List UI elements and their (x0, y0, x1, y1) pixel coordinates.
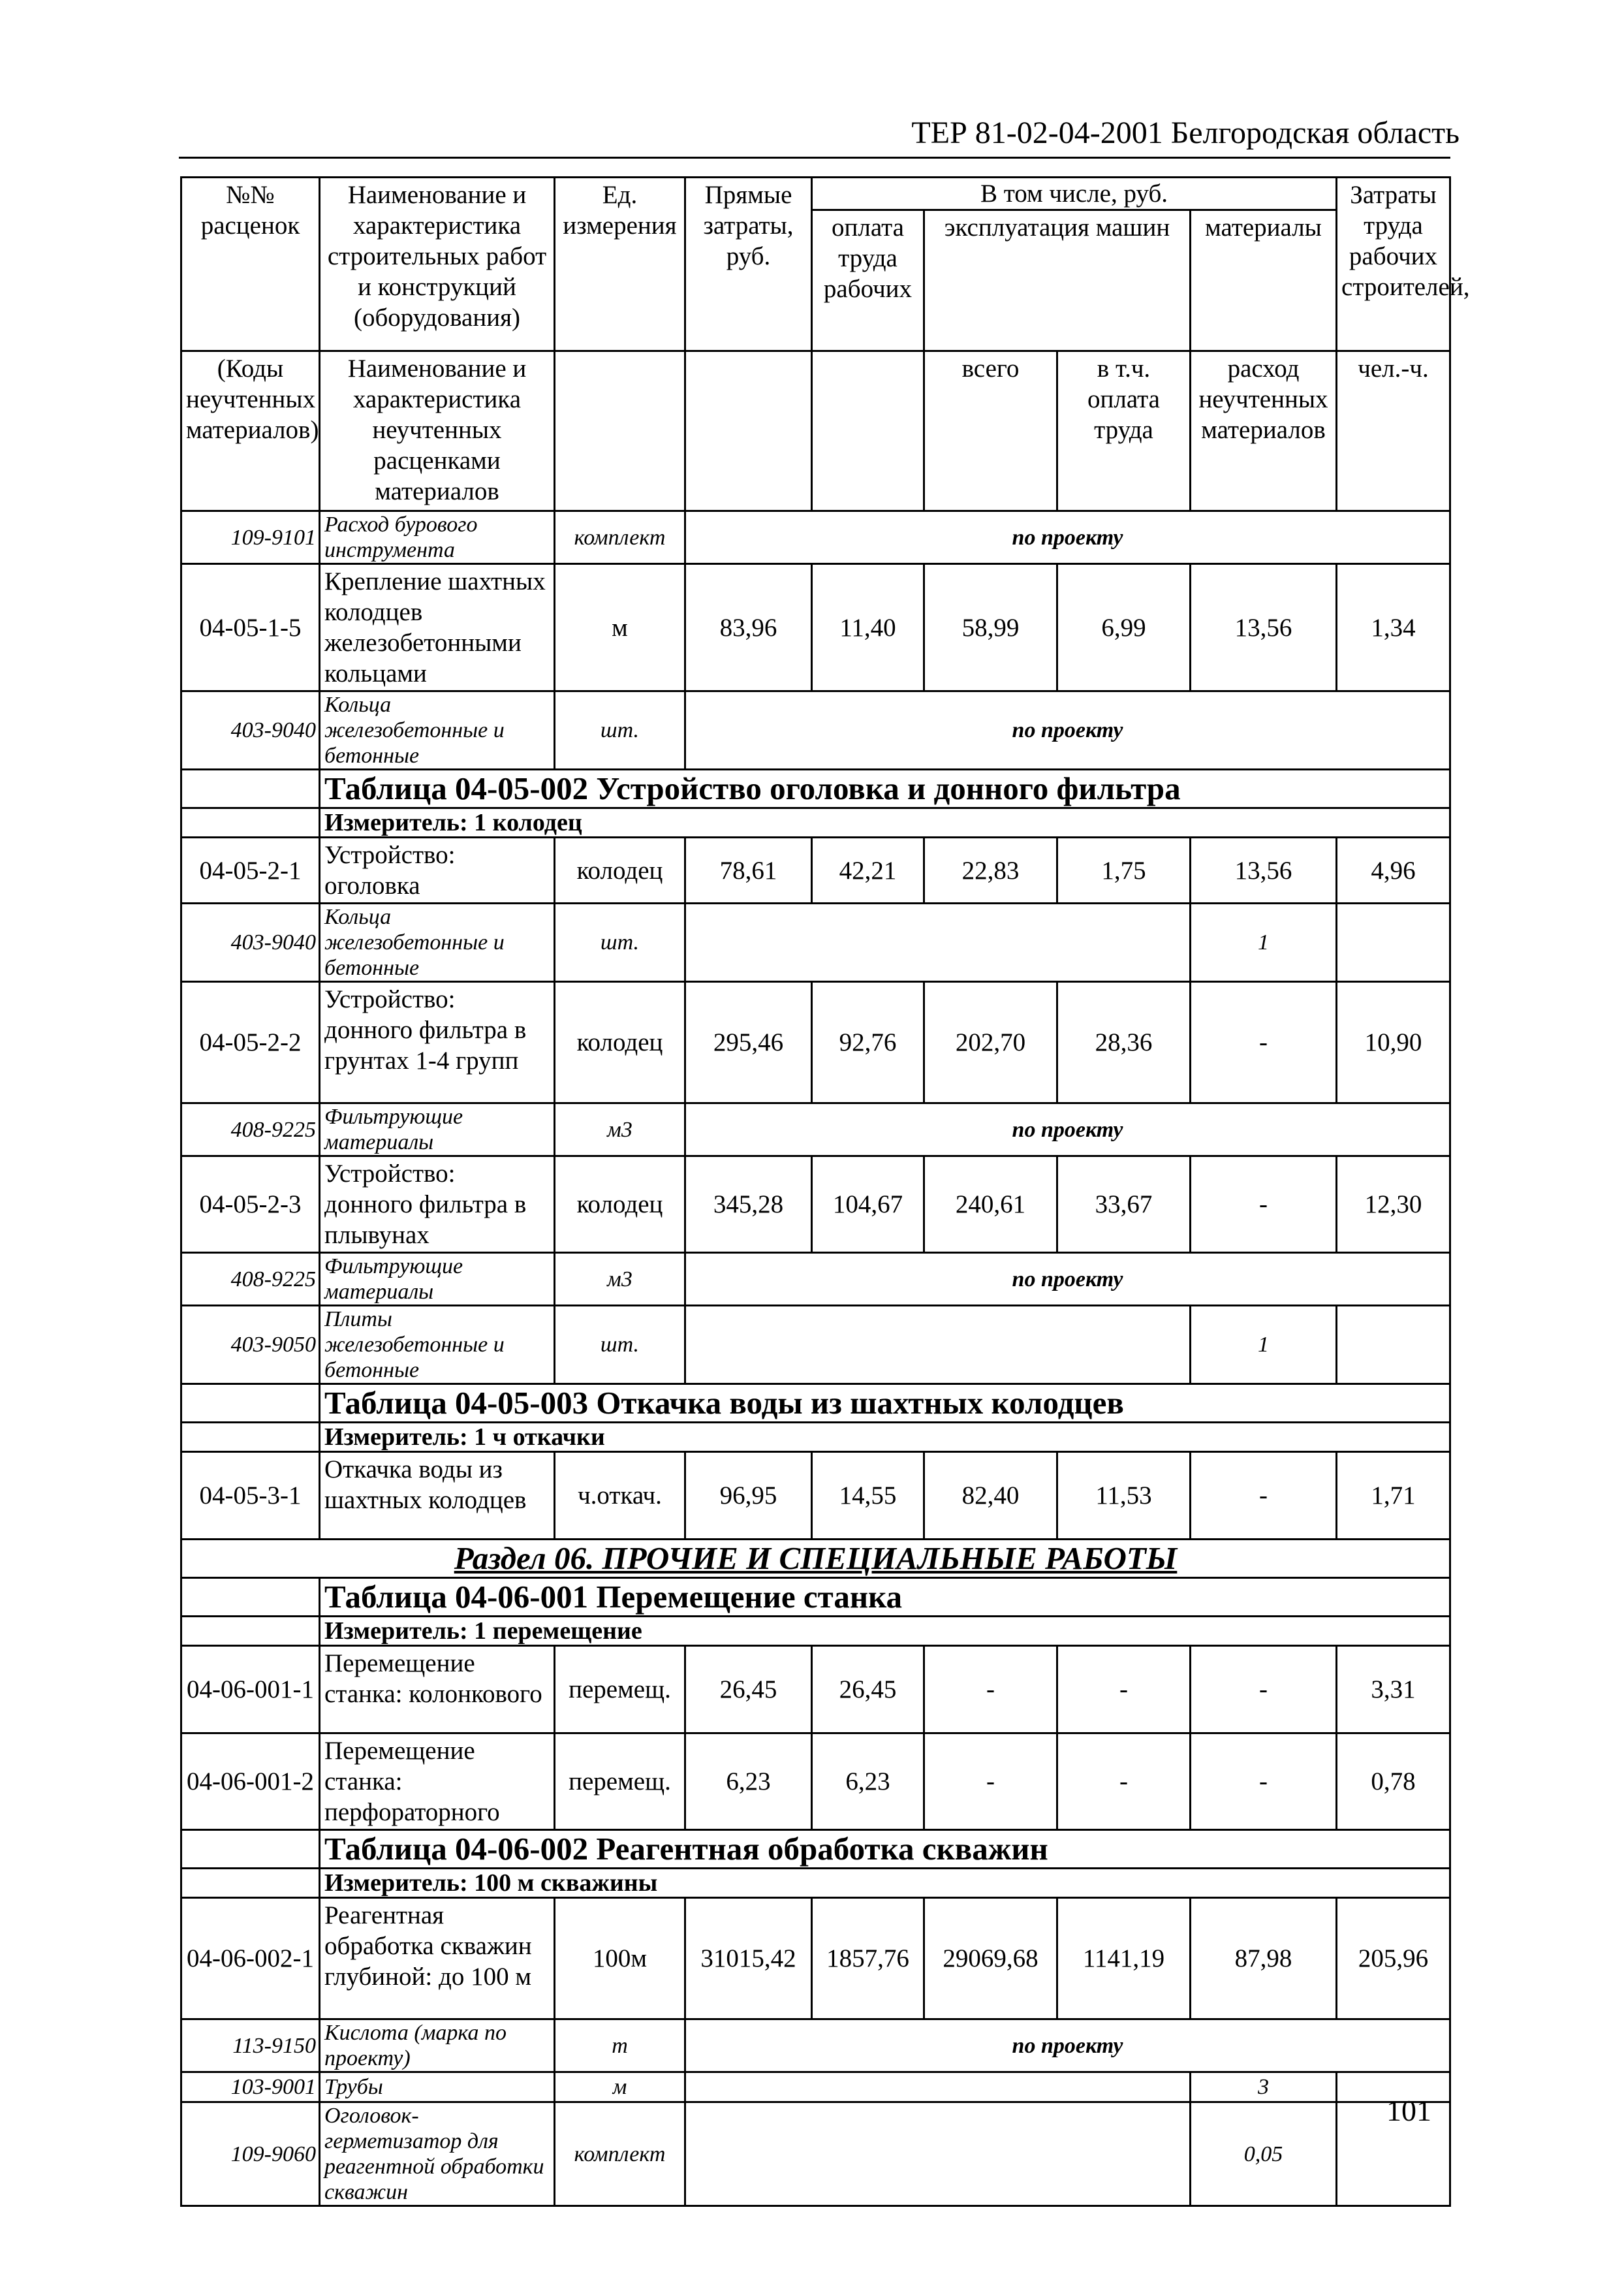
materials-cost: - (1191, 1452, 1337, 1540)
rate-unit: колодец (555, 982, 685, 1103)
direct-cost: 83,96 (685, 564, 812, 691)
wages-cost: 42,21 (812, 838, 924, 904)
machines-total-cost: 29069,68 (924, 1898, 1057, 2019)
blank-cell (181, 1578, 320, 1617)
rate-row (181, 1452, 1450, 1540)
material-row (181, 1253, 1450, 1306)
machines-wages-cost: 1141,19 (1057, 1898, 1191, 2019)
rate-unit: колодец (555, 1156, 685, 1253)
materials-cost: 13,56 (1191, 838, 1337, 904)
machines-total-cost: 202,70 (924, 982, 1057, 1103)
table-title: Таблица 04-05-003 Откачка воды из шахтных колодцев (320, 1384, 1450, 1423)
blank-cell (181, 1384, 320, 1423)
direct-cost: 295,46 (685, 982, 812, 1103)
labor-cost: 3,31 (1337, 1646, 1450, 1733)
col-labor-unit-header: чел.-ч. (1337, 351, 1450, 511)
rate-unit: колодец (555, 838, 685, 904)
rate-code: 04-06-001-2 (181, 1733, 320, 1830)
header-row-3 (181, 351, 1450, 511)
direct-cost: 26,45 (685, 1646, 812, 1733)
rate-unit: 100м (555, 1898, 685, 2019)
material-row (181, 511, 1450, 564)
rate-name: Устройство: оголовка (320, 838, 555, 904)
material-code: 103-9001 (181, 2072, 320, 2102)
rate-name: Откачка воды из шахтных колодцев (320, 1452, 555, 1540)
material-name: Кольца железобетонные и бетонные (320, 904, 555, 982)
blank-cell (181, 1830, 320, 1869)
rate-row (181, 1898, 1450, 2019)
meter-row (181, 1423, 1450, 1452)
blank-cell (181, 1869, 320, 1898)
machines-total-cost: 58,99 (924, 564, 1057, 691)
blank-cell (685, 2072, 1191, 2102)
col-labor-header: Затраты труда рабочих строителей, (1337, 178, 1450, 351)
blank-cell (1337, 904, 1450, 982)
table-title: Таблица 04-06-002 Реагентная обработка скважин (320, 1830, 1450, 1869)
rate-name: Перемещение станка: колонкового (320, 1646, 555, 1733)
material-code: 403-9040 (181, 904, 320, 982)
material-note: по проекту (685, 1253, 1450, 1306)
wages-cost: 92,76 (812, 982, 924, 1103)
col-code-missing-header: (Коды неучтенных материалов) (181, 351, 320, 511)
material-name: Трубы (320, 2072, 555, 2102)
wages-cost: 11,40 (812, 564, 924, 691)
page-number: 101 (1386, 2094, 1431, 2127)
material-code: 109-9101 (181, 511, 320, 564)
rate-row (181, 1646, 1450, 1733)
material-unit: комплект (555, 2102, 685, 2206)
col-materials-header: материалы (1191, 210, 1337, 351)
col-direct-header: Прямые затраты, руб. (685, 178, 812, 351)
rate-code: 04-06-002-1 (181, 1898, 320, 2019)
material-name: Кольца железобетонные и бетонные (320, 691, 555, 770)
labor-cost: 12,30 (1337, 1156, 1450, 1253)
machines-wages-cost: 11,53 (1057, 1452, 1191, 1540)
material-name: Фильтрующие материалы (320, 1103, 555, 1156)
machines-total-cost: 82,40 (924, 1452, 1057, 1540)
col-machines-header: эксплуатация машин (924, 210, 1191, 351)
rate-row (181, 1733, 1450, 1830)
blank-cell (181, 1617, 320, 1646)
wages-cost: 104,67 (812, 1156, 924, 1253)
material-row (181, 1306, 1450, 1384)
col-name-missing-header: Наименование и характеристика неучтенных расценками материалов (320, 351, 555, 511)
rate-code: 04-05-1-5 (181, 564, 320, 691)
material-qty: 3 (1191, 2072, 1337, 2102)
blank-cell (181, 770, 320, 808)
materials-cost: - (1191, 1733, 1337, 1830)
machines-wages-cost: - (1057, 1733, 1191, 1830)
rate-name: Устройство: донного фильтра в плывунах (320, 1156, 555, 1253)
material-note: по проекту (685, 1103, 1450, 1156)
material-qty: 1 (1191, 1306, 1337, 1384)
rate-name: Реагентная обработка скважин глубиной: до 100 м (320, 1898, 555, 2019)
section-title: Раздел 06. ПРОЧИЕ И СПЕЦИАЛЬНЫЕ РАБОТЫ (181, 1540, 1450, 1578)
material-unit: м3 (555, 1253, 685, 1306)
material-code: 403-9040 (181, 691, 320, 770)
col-wages-header: оплата труда рабочих (812, 210, 924, 351)
material-unit: м3 (555, 1103, 685, 1156)
material-name: Кислота (марка по проекту) (320, 2019, 555, 2072)
col-name-header: Наименование и характеристика строительных работ и конструкций (оборудования) (320, 178, 555, 351)
blank-cell (812, 351, 924, 511)
material-unit: т (555, 2019, 685, 2072)
table-title-row (181, 1578, 1450, 1617)
col-incl-header: В том числе, руб. (812, 178, 1337, 210)
col-machines-wages-header: в т.ч. оплата труда (1057, 351, 1191, 511)
material-note: по проекту (685, 691, 1450, 770)
rate-code: 04-05-2-3 (181, 1156, 320, 1253)
meter-row (181, 1617, 1450, 1646)
wages-cost: 6,23 (812, 1733, 924, 1830)
material-row (181, 1103, 1450, 1156)
material-qty: 1 (1191, 904, 1337, 982)
machines-total-cost: 240,61 (924, 1156, 1057, 1253)
header-rule (179, 157, 1450, 159)
meter-title: Измеритель: 100 м скважины (320, 1869, 1450, 1898)
wages-cost: 14,55 (812, 1452, 924, 1540)
direct-cost: 78,61 (685, 838, 812, 904)
labor-cost: 205,96 (1337, 1898, 1450, 2019)
machines-wages-cost: 28,36 (1057, 982, 1191, 1103)
blank-cell (1337, 1306, 1450, 1384)
labor-cost: 1,71 (1337, 1452, 1450, 1540)
materials-cost: 87,98 (1191, 1898, 1337, 2019)
rate-code: 04-05-3-1 (181, 1452, 320, 1540)
table-title-row (181, 1384, 1450, 1423)
wages-cost: 26,45 (812, 1646, 924, 1733)
meter-row (181, 1869, 1450, 1898)
rate-code: 04-05-2-2 (181, 982, 320, 1103)
material-code: 408-9225 (181, 1253, 320, 1306)
machines-total-cost: - (924, 1646, 1057, 1733)
table-title: Таблица 04-06-001 Перемещение станка (320, 1578, 1450, 1617)
blank-cell (181, 1423, 320, 1452)
material-note: по проекту (685, 2019, 1450, 2072)
material-unit: шт. (555, 904, 685, 982)
material-code: 403-9050 (181, 1306, 320, 1384)
meter-title: Измеритель: 1 перемещение (320, 1617, 1450, 1646)
material-name: Оголовок-герметизатор для реагентной обработки скважин (320, 2102, 555, 2206)
direct-cost: 345,28 (685, 1156, 812, 1253)
machines-wages-cost: 33,67 (1057, 1156, 1191, 1253)
table-title: Таблица 04-05-002 Устройство оголовка и донного фильтра (320, 770, 1450, 808)
rate-code: 04-05-2-1 (181, 838, 320, 904)
rate-unit: перемещ. (555, 1646, 685, 1733)
material-unit: м (555, 2072, 685, 2102)
material-row (181, 2102, 1450, 2206)
blank-cell (555, 351, 685, 511)
labor-cost: 0,78 (1337, 1733, 1450, 1830)
rate-code: 04-06-001-1 (181, 1646, 320, 1733)
blank-cell (685, 351, 812, 511)
meter-title: Измеритель: 1 колодец (320, 808, 1450, 838)
material-row (181, 2072, 1450, 2102)
material-unit: комплект (555, 511, 685, 564)
rate-row (181, 838, 1450, 904)
machines-wages-cost: 6,99 (1057, 564, 1191, 691)
blank-cell (685, 2102, 1191, 2206)
col-machines-total-header: всего (924, 351, 1057, 511)
material-code: 113-9150 (181, 2019, 320, 2072)
rate-name: Крепление шахтных колодцев железобетонными кольцами (320, 564, 555, 691)
material-name: Фильтрующие материалы (320, 1253, 555, 1306)
rate-row (181, 982, 1450, 1103)
direct-cost: 31015,42 (685, 1898, 812, 2019)
material-unit: шт. (555, 1306, 685, 1384)
table-title-row (181, 770, 1450, 808)
rates-table (180, 176, 1470, 2207)
material-row (181, 691, 1450, 770)
rate-unit: м (555, 564, 685, 691)
machines-total-cost: 22,83 (924, 838, 1057, 904)
labor-cost: 4,96 (1337, 838, 1450, 904)
col-materials-missing-header: расход неучтенных материалов (1191, 351, 1337, 511)
running-title: ТЕР 81-02-04-2001 Белгородская область (911, 116, 1460, 150)
material-name: Плиты железобетонные и бетонные (320, 1306, 555, 1384)
rate-row (181, 564, 1450, 691)
materials-cost: - (1191, 1646, 1337, 1733)
rate-unit: ч.откач. (555, 1452, 685, 1540)
materials-cost: 13,56 (1191, 564, 1337, 691)
header-row-1 (181, 178, 1450, 210)
material-row (181, 2019, 1450, 2072)
blank-cell (181, 808, 320, 838)
machines-total-cost: - (924, 1733, 1057, 1830)
meter-title: Измеритель: 1 ч откачки (320, 1423, 1450, 1452)
machines-wages-cost: - (1057, 1646, 1191, 1733)
rate-name: Перемещение станка: перфораторного (320, 1733, 555, 1830)
wages-cost: 1857,76 (812, 1898, 924, 2019)
material-row (181, 904, 1450, 982)
col-code-header: №№ расценок (181, 178, 320, 351)
meter-row (181, 808, 1450, 838)
machines-wages-cost: 1,75 (1057, 838, 1191, 904)
material-name: Расход бурового инструмента (320, 511, 555, 564)
labor-cost: 1,34 (1337, 564, 1450, 691)
rate-unit: перемещ. (555, 1733, 685, 1830)
rate-row (181, 1156, 1450, 1253)
labor-cost: 10,90 (1337, 982, 1450, 1103)
material-unit: шт. (555, 691, 685, 770)
materials-cost: - (1191, 982, 1337, 1103)
material-note: по проекту (685, 511, 1450, 564)
materials-cost: - (1191, 1156, 1337, 1253)
blank-cell (685, 1306, 1191, 1384)
table-title-row (181, 1830, 1450, 1869)
blank-cell (685, 904, 1191, 982)
rate-name: Устройство: донного фильтра в грунтах 1-4 групп (320, 982, 555, 1103)
direct-cost: 6,23 (685, 1733, 812, 1830)
col-unit-header: Ед. измерения (555, 178, 685, 351)
material-code: 109-9060 (181, 2102, 320, 2206)
table-body (181, 178, 1470, 2206)
direct-cost: 96,95 (685, 1452, 812, 1540)
material-qty: 0,05 (1191, 2102, 1337, 2206)
section-row (181, 1540, 1450, 1578)
material-code: 408-9225 (181, 1103, 320, 1156)
